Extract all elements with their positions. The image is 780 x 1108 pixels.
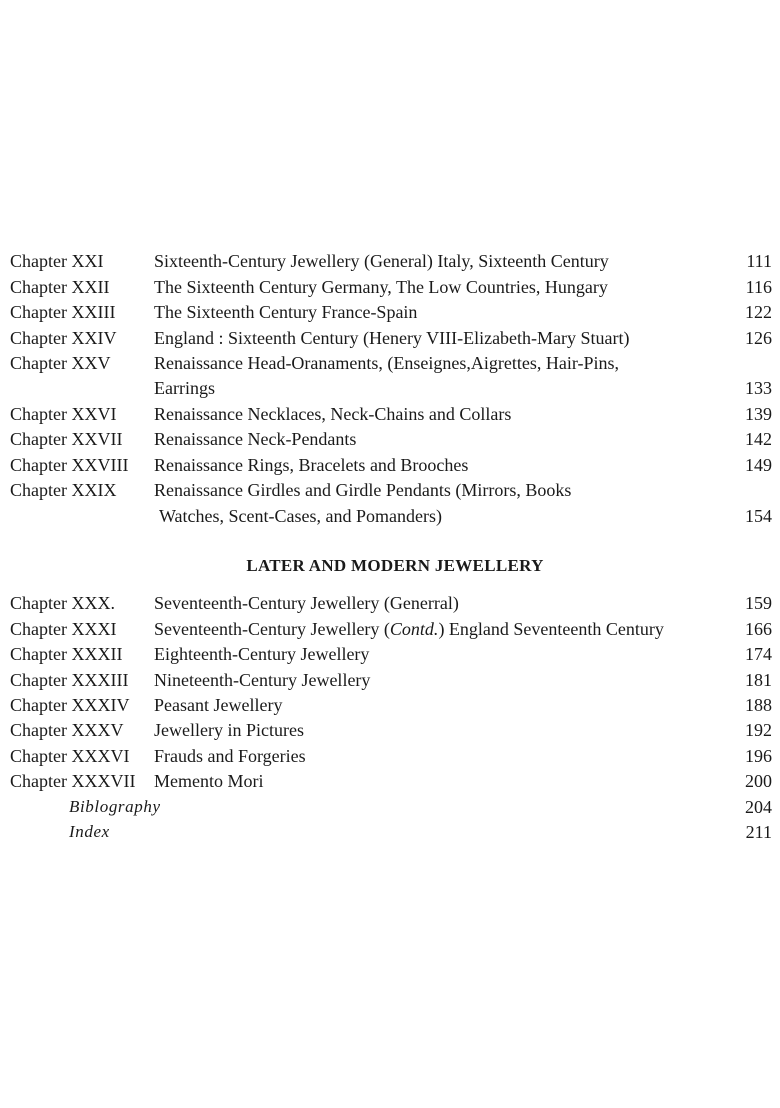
chapter-number: Chapter XXV <box>10 353 111 373</box>
toc-entry <box>0 768 780 794</box>
chapter-number: Chapter XXXVII <box>10 771 136 791</box>
chapter-number: Chapter XXVIII <box>10 455 129 475</box>
page-number: 166 <box>745 619 772 639</box>
toc-entry-continuation <box>0 375 780 401</box>
back-matter-title: Biblography <box>69 797 161 816</box>
chapter-title: Seventeenth-Century Jewellery (Generral) <box>154 593 459 613</box>
page-number: 154 <box>745 506 772 526</box>
page-number: 139 <box>745 404 772 424</box>
chapter-title: Peasant Jewellery <box>154 695 283 715</box>
chapter-number: Chapter XXXIII <box>10 670 129 690</box>
chapter-title: Jewellery in Pictures <box>154 720 304 740</box>
chapter-number: Chapter XXIV <box>10 328 117 348</box>
page-number: 204 <box>745 797 772 817</box>
chapter-title: Renaissance Necklaces, Neck-Chains and Collars <box>154 404 512 424</box>
page-number: 159 <box>745 593 772 613</box>
toc-entry <box>0 641 780 667</box>
chapter-title-part: ) England Seventeenth Century <box>438 619 664 639</box>
toc-entry <box>0 274 780 300</box>
chapter-title: Renaissance Girdles and Girdle Pendants (Mirrors, Books <box>154 480 572 500</box>
toc-entry <box>0 452 780 478</box>
chapter-title: The Sixteenth Century Germany, The Low Countries, Hungary <box>154 277 608 297</box>
chapter-title <box>154 616 664 642</box>
chapter-title: Eighteenth-Century Jewellery <box>154 644 370 664</box>
chapter-title-italic: Contd. <box>389 619 439 639</box>
chapter-number: Chapter XXII <box>10 277 110 297</box>
page-number: 111 <box>746 251 772 271</box>
page-number: 122 <box>745 302 772 322</box>
toc-entry <box>0 426 780 452</box>
page-number: 192 <box>745 720 772 740</box>
chapter-number: Chapter XXXV <box>10 720 124 740</box>
page-number: 200 <box>745 771 772 791</box>
chapter-number: Chapter XXXI <box>10 619 117 639</box>
chapter-title: Nineteenth-Century Jewellery <box>154 670 371 690</box>
chapter-title: Renaissance Rings, Bracelets and Brooches <box>154 455 469 475</box>
page-number: 133 <box>745 378 772 398</box>
toc-entry-bibliography <box>0 794 780 820</box>
toc-entry <box>0 477 780 503</box>
chapter-number: Chapter XXX. <box>10 593 115 613</box>
toc-entry <box>0 590 780 616</box>
toc-entry <box>0 692 780 718</box>
chapter-title: Renaissance Neck-Pendants <box>154 429 357 449</box>
chapter-number: Chapter XXIII <box>10 302 116 322</box>
chapter-title: Frauds and Forgeries <box>154 746 306 766</box>
chapter-title: Memento Mori <box>154 771 264 791</box>
toc-entry <box>0 616 780 642</box>
chapter-title-continued: Earrings <box>154 378 215 398</box>
chapter-number: Chapter XXI <box>10 251 104 271</box>
page-number: 181 <box>745 670 772 690</box>
page-number: 149 <box>745 455 772 475</box>
toc-entry <box>0 248 780 274</box>
chapter-title: England : Sixteenth Century (Henery VIII-Elizabeth-Mary Stuart) <box>154 328 630 348</box>
chapter-number: Chapter XXVI <box>10 404 117 424</box>
toc-entry <box>0 299 780 325</box>
page-number: 188 <box>745 695 772 715</box>
chapter-title-part: Seventeenth-Century Jewellery ( <box>154 619 390 639</box>
toc-entry-index <box>0 819 780 845</box>
toc-entry <box>0 667 780 693</box>
chapter-number: Chapter XXIX <box>10 480 117 500</box>
chapter-title: Sixteenth-Century Jewellery (General) Italy, Sixteenth Century <box>154 251 609 271</box>
chapter-title-continued: Watches, Scent-Cases, and Pomanders) <box>159 506 442 526</box>
section-heading <box>0 553 780 579</box>
section-heading-text: LATER AND MODERN JEWELLERY <box>246 556 544 575</box>
chapter-number: Chapter XXXVI <box>10 746 130 766</box>
page-number: 196 <box>745 746 772 766</box>
toc-entry <box>0 325 780 351</box>
toc-entry <box>0 350 780 376</box>
chapter-number: Chapter XXXII <box>10 644 123 664</box>
page-number: 174 <box>745 644 772 664</box>
chapter-title: Renaissance Head-Oranaments, (Enseignes,Aigrettes, Hair-Pins, <box>154 353 619 373</box>
toc-entry <box>0 717 780 743</box>
page-number: 211 <box>745 822 772 842</box>
chapter-number: Chapter XXVII <box>10 429 123 449</box>
toc-entry-continuation <box>0 503 780 529</box>
page-number: 126 <box>745 328 772 348</box>
page-number: 142 <box>745 429 772 449</box>
page-number: 116 <box>745 277 772 297</box>
back-matter-title: Index <box>69 822 110 841</box>
chapter-title: The Sixteenth Century France-Spain <box>154 302 418 322</box>
chapter-number: Chapter XXXIV <box>10 695 130 715</box>
toc-entry <box>0 401 780 427</box>
toc-entry <box>0 743 780 769</box>
